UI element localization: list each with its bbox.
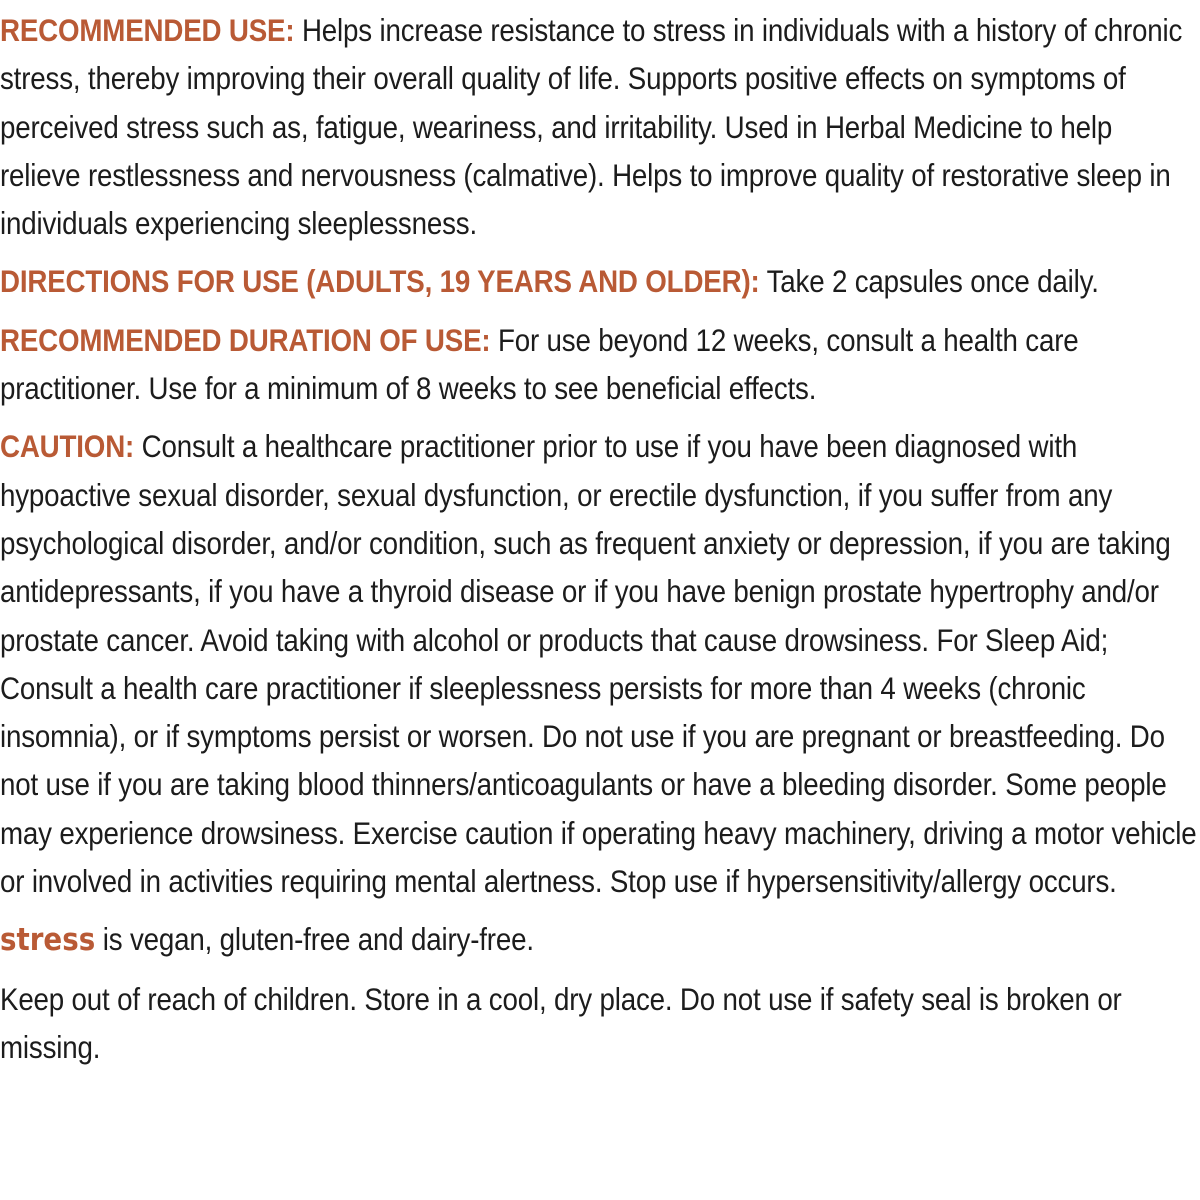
duration-text: For use beyond 12 weeks, consult a health care practitioner. Use for a minimum of 8 weeks to see beneficial effects. — [0, 321, 1079, 407]
recommended-use-text: Helps increase resistance to stress in individuals with a history of chronic stress, thereby improving their overall quality of life. Supports positive effects on symptoms of perceived stress such as, fatigue, weariness, and irritability. Used in Herbal Medicine to help relieve restlessness and nervousness (calmative). Helps to improve quality of restorative sleep in individuals experiencing sleeplessness. — [0, 12, 1183, 242]
recommended-use-section — [0, 6, 1192, 247]
caution-heading: CAUTION: — [0, 428, 135, 465]
directions-section — [0, 257, 1197, 305]
storage-section — [0, 975, 1197, 1072]
recommended-use-heading: RECOMMENDED USE: — [0, 12, 295, 48]
dietary-section — [0, 915, 1197, 964]
directions-heading: DIRECTIONS FOR USE (ADULTS, 19 YEARS AND OLDER): — [0, 263, 760, 300]
dietary-text: is vegan, gluten-free and dairy-free. — [95, 921, 534, 958]
directions-text: Take 2 capsules once daily. — [759, 263, 1099, 300]
duration-section — [0, 316, 1197, 413]
caution-section — [0, 422, 1199, 905]
duration-heading: RECOMMENDED DURATION OF USE: — [0, 321, 491, 358]
brand-name: stress — [0, 922, 96, 959]
caution-text: Consult a healthcare practitioner prior to use if you have been diagnosed with hypoactive sexual disorder, sexual dysfunction, or erectile dysfunction, if you suffer from any psychological disorder, and/or condition, such as frequent anxiety or depression, if you are taking antidepressants, if you have a thyroid disease or if you have benign prostate hypertrophy and/or prostate cancer. Avoid taking with alcohol or products that cause drowsiness. For Sleep Aid; Consult a health care practitioner if sleeplessness persists for more than 4 weeks (chronic insomnia), or if symptoms persist or worsen. Do not use if you are pregnant or breastfeeding. Do not use if you are taking blood thinners/anticoagulants or have a bleeding disorder. Some people may experience drowsiness. Exercise caution if operating heavy machinery, driving a motor vehicle or involved in activities requiring mental alertness. Stop use if hypersensitivity/allergy occurs. — [0, 428, 1197, 900]
storage-text: Keep out of reach of children. Store in a cool, dry place. Do not use if safety seal is broken or missing. — [0, 980, 1122, 1065]
